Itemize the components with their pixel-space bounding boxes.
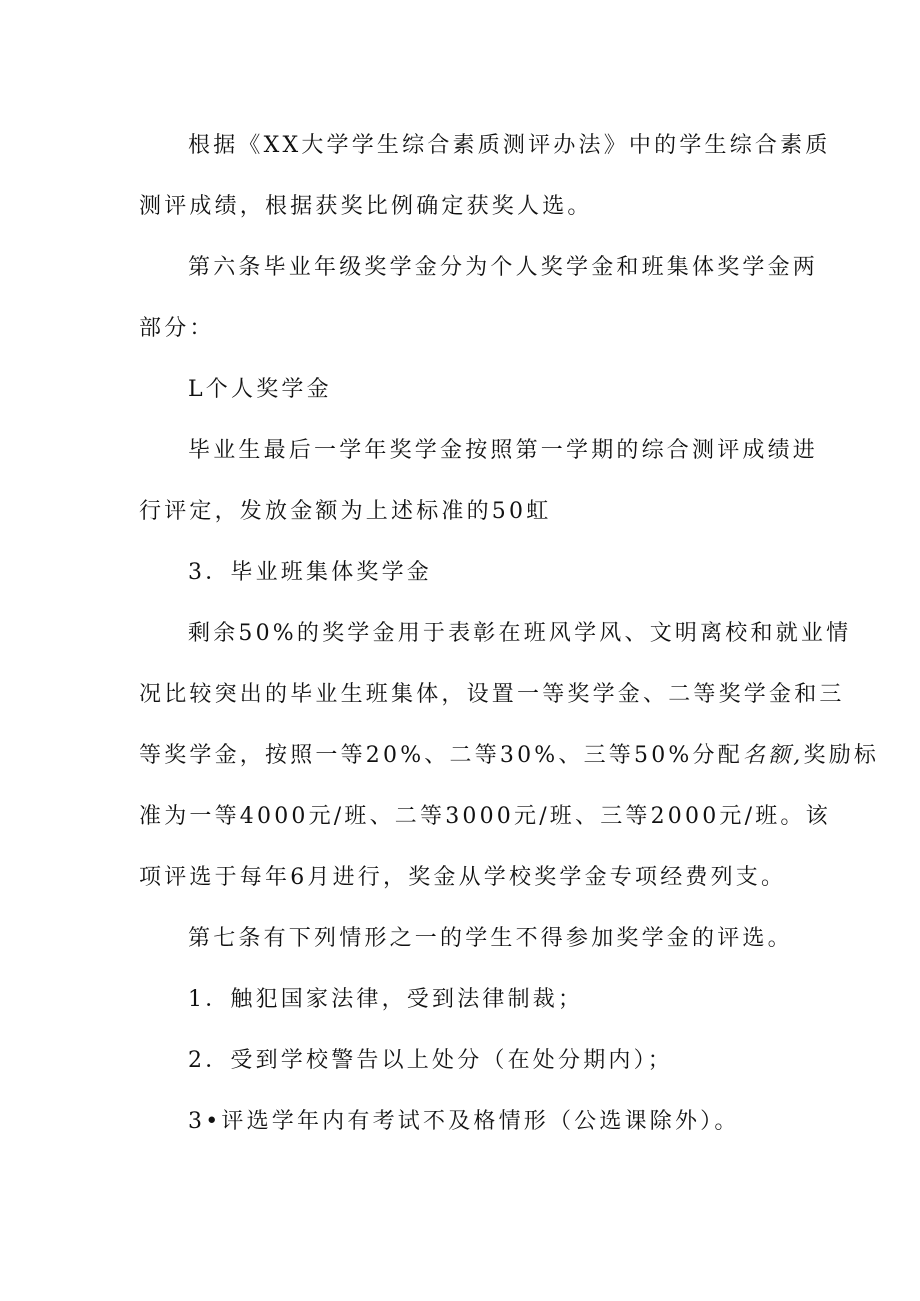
paragraph-4-line-1: 剩余50%的奖学金用于表彰在班风学风、文明离校和就业情 <box>188 621 852 646</box>
list-item: 2．受到学校警告以上处分（在处分期内）； <box>188 1048 673 1073</box>
article-6-line-1: 第六条毕业年级奖学金分为个人奖学金和班集体奖学金两 <box>188 255 819 280</box>
paragraph-4-line-2: 况比较突出的毕业生班集体，设置一等奖学金、二等奖学金和三 <box>139 682 845 707</box>
paragraph-4-line-3 <box>139 741 879 771</box>
quota-italic-text: 名额, <box>742 743 804 768</box>
individual-scholarship-heading: L个人奖学金 <box>188 377 332 402</box>
list-item: 3•评选学年内有考试不及格情形（公选课除外）。 <box>188 1109 740 1134</box>
paragraph-4-line-5: 项评选于每年6月进行，奖金从学校奖学金专项经费列支。 <box>139 865 787 890</box>
paragraph-4-line-4: 准为一等4000元/班、二等3000元/班、三等2000元/班。该 <box>139 804 831 829</box>
class-scholarship-heading: 3．毕业班集体奖学金 <box>188 560 432 585</box>
article-7: 第七条有下列情形之一的学生不得参加奖学金的评选。 <box>188 926 793 951</box>
paragraph-4-line-3-text-c: 奖励标 <box>803 743 880 768</box>
paragraph-3-line-2: 行评定，发放金额为上述标准的50虹 <box>139 499 552 524</box>
list-item: 1．触犯国家法律，受到法律制裁； <box>188 987 584 1012</box>
paragraph-1-line-2: 测评成绩，根据获奖比例确定获奖人选。 <box>139 194 593 219</box>
paragraph-4-line-3-text-a: 等奖学金，按照一等20%、二等30%、三等50%分配 <box>139 743 743 768</box>
paragraph-3-line-1: 毕业生最后一学年奖学金按照第一学期的综合测评成绩进 <box>188 438 819 463</box>
paragraph-1-line-1: 根据《XX大学学生综合素质测评办法》中的学生综合素质 <box>188 133 831 158</box>
article-6-line-2: 部分： <box>139 316 215 341</box>
